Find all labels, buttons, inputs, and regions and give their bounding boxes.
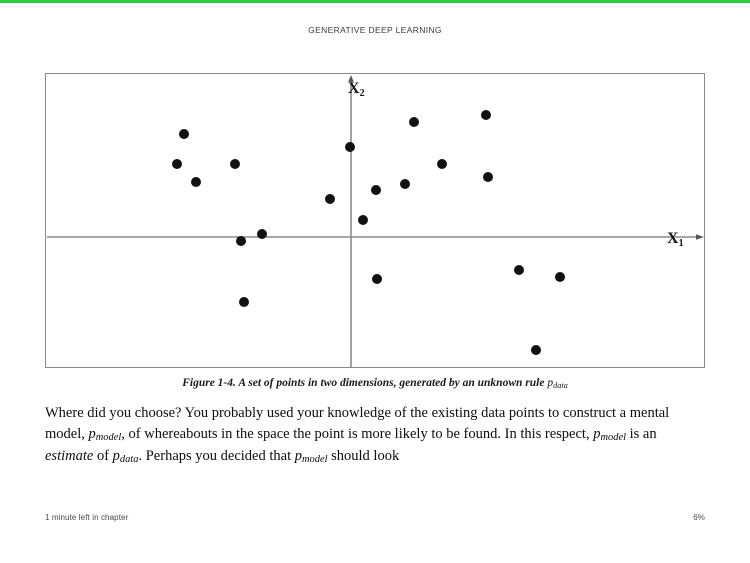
- scatter-plot-canvas: [46, 74, 706, 369]
- p-model-subscript-1: model: [95, 431, 122, 443]
- data-point: [179, 129, 189, 139]
- data-point: [236, 236, 246, 246]
- data-point: [257, 229, 267, 239]
- body-line-3-c: of: [93, 448, 113, 464]
- time-left-in-chapter: 1 minute left in chapter: [45, 513, 129, 522]
- data-point: [230, 159, 240, 169]
- figure-caption-symbol-base: p: [547, 377, 554, 389]
- scatter-plot: [46, 74, 704, 367]
- figure-caption-symbol-subscript: data: [553, 380, 568, 390]
- percent-complete: 6%: [693, 513, 705, 522]
- p-model-subscript-3: model: [301, 454, 328, 466]
- data-point: [239, 297, 249, 307]
- p-model-symbol-1: [89, 426, 122, 442]
- x-axis-arrowhead: [696, 234, 704, 240]
- data-point: [514, 265, 524, 275]
- x-axis-label-subscript: 1: [678, 238, 684, 249]
- p-model-base-2: p: [593, 425, 601, 442]
- data-point: [358, 215, 368, 225]
- body-line-3-b: is an: [625, 425, 657, 442]
- data-point: [172, 159, 182, 169]
- body-paragraph: [45, 403, 670, 469]
- data-point: [345, 142, 355, 152]
- body-line-2-b: , of whereabouts in the space the point is more likely to be: [121, 425, 460, 442]
- data-point: [555, 272, 565, 282]
- data-point: [371, 185, 381, 195]
- p-model-symbol-3: [295, 448, 328, 464]
- data-point: [191, 177, 201, 187]
- p-data-base-1: p: [112, 448, 120, 464]
- x-axis-label-text: X: [667, 230, 679, 247]
- body-line-1: Where did you choose? You probably used your knowledge of the existing data points to: [45, 405, 560, 421]
- data-point: [531, 345, 541, 355]
- body-emphasis-estimate: estimate: [45, 448, 94, 464]
- data-point: [372, 274, 382, 284]
- figure-container: [45, 73, 705, 368]
- data-point: [481, 110, 491, 120]
- p-data-symbol-1: [113, 448, 139, 464]
- figure-caption: [45, 377, 705, 389]
- p-model-symbol-2: [593, 426, 626, 442]
- body-line-2-a: construct a mental model,: [45, 405, 670, 442]
- data-point: [400, 179, 410, 189]
- p-model-base-1: p: [88, 425, 96, 442]
- y-axis-label-subscript: 2: [359, 88, 365, 99]
- reader-footer: [0, 513, 750, 531]
- running-head-title: GENERATIVE DEEP LEARNING: [308, 25, 442, 35]
- p-data-subscript-1: data: [119, 454, 139, 466]
- body-line-3-d: . Perhaps you decided that: [138, 448, 295, 464]
- reading-progress-bar: [0, 0, 750, 3]
- figure-caption-symbol: [547, 377, 567, 389]
- body-line-3-e: should look: [327, 448, 400, 464]
- p-model-subscript-2: model: [600, 431, 626, 443]
- data-point: [437, 159, 447, 169]
- body-line-3-a: found. In this respect,: [463, 425, 594, 442]
- data-point: [325, 194, 335, 204]
- x-axis-label: [667, 230, 684, 248]
- data-point-group: [172, 110, 565, 355]
- y-axis-label: [348, 80, 365, 98]
- y-axis-label-text: X: [348, 80, 360, 97]
- data-point: [483, 172, 493, 182]
- figure-caption-text: Figure 1-4. A set of points in two dimensions, generated by an unknown rule: [182, 377, 548, 389]
- p-model-base-3: p: [294, 448, 302, 464]
- data-point: [409, 117, 419, 127]
